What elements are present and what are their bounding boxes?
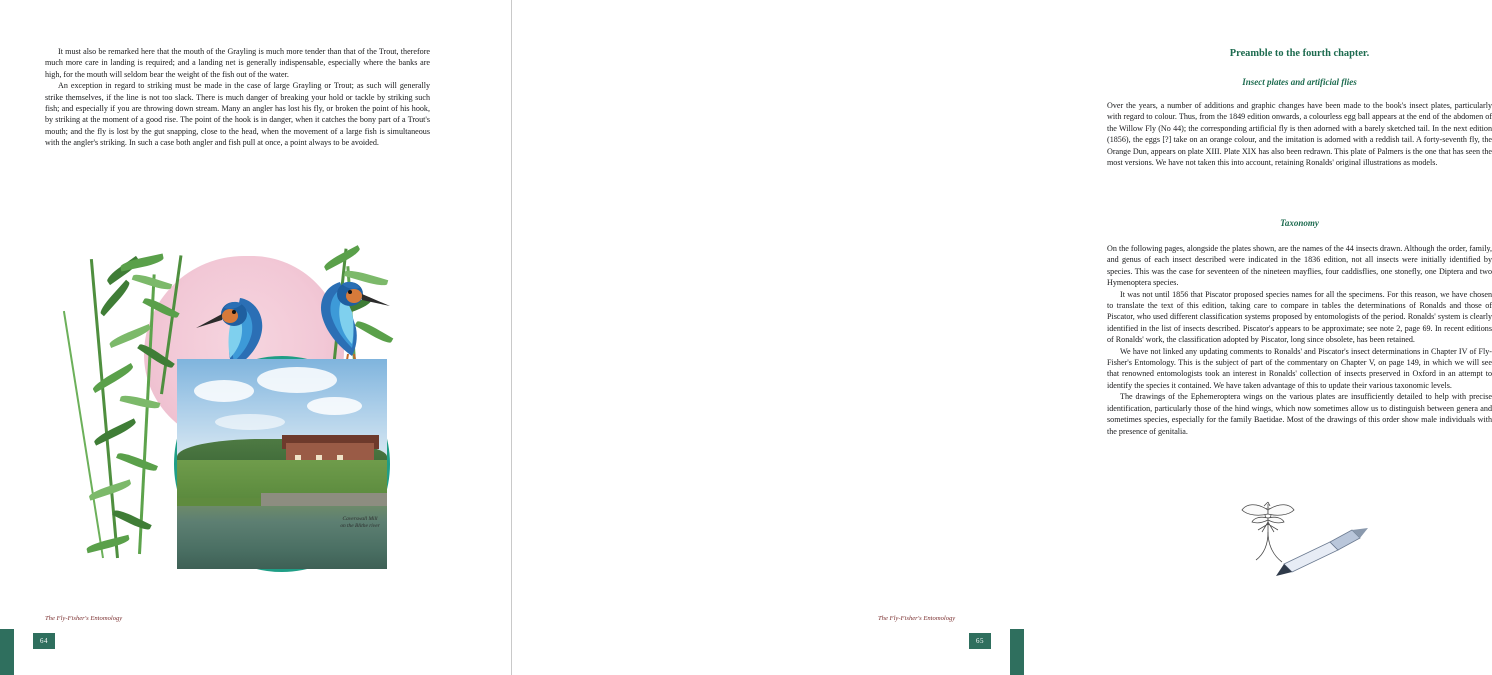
bamboo-leaf xyxy=(116,450,158,473)
photo-cloud xyxy=(215,414,285,430)
kingfisher-illustration xyxy=(86,248,406,578)
paragraph-text: It must also be remarked here that the mouth of the Grayling is much more tender than that of the Trout, therefore much more care in landing is required; and a landing net is generally indispensable, especially where the banks are high, for the mouth will seldom bear the weight of the fish out of the water. xyxy=(45,47,430,79)
bamboo-leaf xyxy=(112,508,151,533)
paragraph xyxy=(45,46,430,80)
mayfly-and-pen-illustration xyxy=(1212,498,1412,588)
bamboo-leaf xyxy=(93,418,138,445)
section-heading-insect-plates: Insect plates and artificial flies xyxy=(1242,77,1357,87)
bamboo-leaf xyxy=(91,363,135,393)
bamboo-leaf xyxy=(86,535,131,553)
paragraph-text: On the following pages, alongside the plates shown, are the names of the 44 insects drawn. Although the order, family, and genus of each insect described were indicated in the 1836 edition, not all insects were initially identified by species. This was the case for seventeen of the nineteen mayflies, four caddisflies, one stonefly, one Diptera and two Hymenoptera species. xyxy=(1107,244,1492,288)
right-page-body-1 xyxy=(1107,100,1492,168)
bamboo-stem xyxy=(138,274,155,554)
photo-caption-line-2: on the Blithe river xyxy=(340,523,380,529)
right-footer-title: The Fly-Fisher's Entomology xyxy=(878,615,956,622)
paragraph-text: Over the years, a number of additions and graphic changes have been made to the book's insect plates, particularly with regard to colour. Thus, from the 1849 edition onwards, a colourless egg ball appears at the end of the abdomen of the Willow Fly (No 44); the corresponding artificial fly is then adorned with a barely sketched tail. In the next edition (1856), the eggs [?] take on an orange colour, and the imitation is adorned with a reddish tail. A forty-seventh fly, the Orange Dun, appears on plate XIII. Plate XIX has also been redrawn. This plate of Palmers is the one that has seen the most versions. We have not taken this into account, retaining Ronalds' original illustrations as models. xyxy=(1107,101,1492,168)
mill-photograph xyxy=(174,356,390,572)
left-page xyxy=(0,0,511,675)
paragraph xyxy=(1107,100,1492,168)
photo-cloud xyxy=(307,397,362,415)
paragraph xyxy=(45,80,430,148)
section-heading-taxonomy: Taxonomy xyxy=(1280,218,1319,228)
right-page xyxy=(512,0,1492,675)
left-page-body xyxy=(45,46,430,149)
paragraph xyxy=(1107,243,1492,289)
bamboo-leaf xyxy=(98,280,132,317)
photo-caption xyxy=(314,516,406,530)
photo-cloud xyxy=(194,380,254,402)
chapter-preamble-heading: Preamble to the fourth chapter. xyxy=(1229,48,1370,59)
right-folio: 65 xyxy=(969,633,991,649)
paragraph-text: It was not until 1856 that Piscator proposed species names for all the specimens. For this reason, we have chosen to translate the text of this edition, taking care to compare in tables the determinations of Ronalds and those of Piscator, who used different classification systems proposed by entomologists of the period. Ronalds' system is clearly identified in the list of insects described. Piscator's appears to be approximate; see note 2, page 69. In recent editions of Ronalds' work, the classification adopted by Piscator, long since obsolete, has been retained. xyxy=(1107,289,1492,345)
photo-caption-line-1: Caverswall Mill xyxy=(342,516,378,522)
paragraph-text: An exception in regard to striking must be made in the case of large Grayling or Trout; as such will generally strike themselves, if the line is not too slack. There is much danger of breaking your hold or tackle by striking such fish; and especially if you are throwing down stream. Many an angler has lost his fly, or broken the point of his hook, by striking at the moment of a good rise. The point of the hook is in danger, when it catches the bony part of a Trout's mouth; and the fly is lost by the gut snapping, close to the head, when the movement of a large fish is simultaneous with the angler's striking. In such a case both angler and fish pull at once, a point always to be avoided. xyxy=(45,81,430,148)
kingfisher-right-icon xyxy=(302,270,392,366)
left-folio: 64 xyxy=(33,633,55,649)
paragraph-text: We have not linked any updating comments to Ronalds' and Piscator's insect determinations in Chapter IV of Fly-Fisher's Entomology. This is the subject of part of the commentary on Chapter V, on page 149, in which we will see that renowned entomologists took an interest in Ronalds' collection of insects preserved in Oxford in an attempt to identify the species it contained. We have taken advantage of this to update their various taxonomic levels. xyxy=(1107,346,1492,390)
left-footer-title: The Fly-Fisher's Entomology xyxy=(45,615,123,622)
paragraph-text: The drawings of the Ephemeroptera wings on the various plates are insufficiently detailed to help with precise identification, particularly those of the hind wings, which now sometimes allow us to distinguish between genera and sometimes species, especially for the family Baetidae. Most of the drawings of this order show male individuals with the presence of genitalia. xyxy=(1107,392,1492,436)
paragraph xyxy=(1107,289,1492,346)
bamboo-leaf xyxy=(120,254,165,272)
right-page-body-2 xyxy=(1107,243,1492,437)
paragraph xyxy=(1107,391,1492,437)
paragraph xyxy=(1107,346,1492,392)
photo-stone-wall xyxy=(261,493,387,506)
